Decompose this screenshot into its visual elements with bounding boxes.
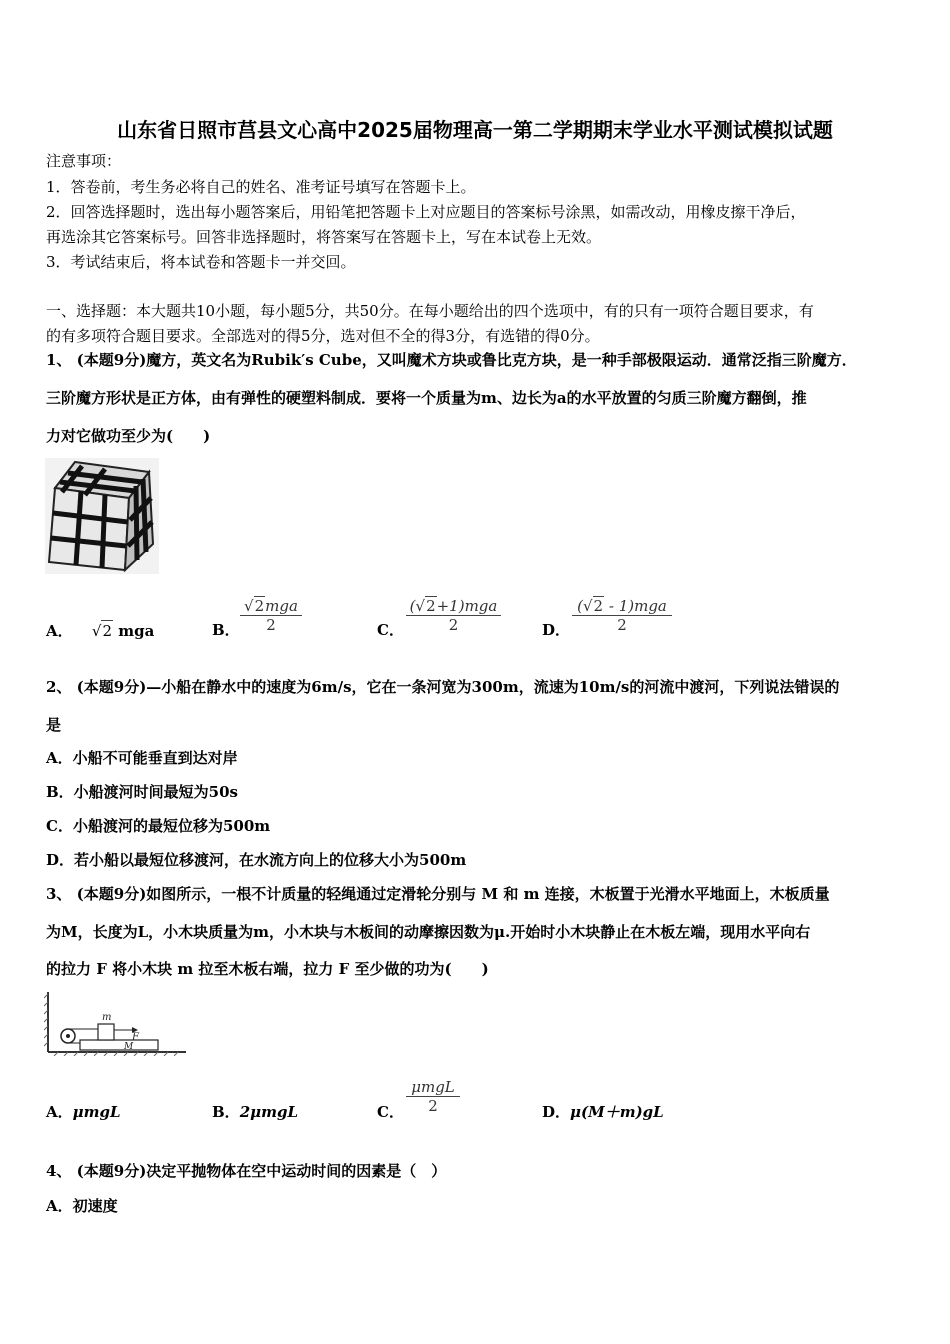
q2-option-d[interactable]: D．若小船以最短位移渡河，在水流方向上的位移大小为500m (46, 851, 467, 869)
q1-stem: 力对它做功至少为( ) (46, 427, 211, 445)
q2-option-b[interactable]: B．小船渡河时间最短为50s (46, 783, 238, 801)
q3-option-b[interactable]: B．2μmgL (212, 1103, 299, 1121)
q1-stem: 三阶魔方形状是正方体，由有弹性的硬塑料制成．要将一个质量为m、边长为a的水平放置的匀质三阶魔方翻倒，推 (46, 389, 807, 407)
q2-option-c[interactable]: C．小船渡河的最短位移为500m (46, 817, 271, 835)
q3-option-d[interactable]: D．μ(M＋m)gL (542, 1103, 664, 1121)
q1-option-c-fraction: (√2+1)mga 2 (406, 596, 501, 634)
q2-stem: 是 (46, 716, 62, 734)
pulley-board-figure (44, 990, 188, 1056)
section-instruction: 的有多项符合题目要求。全部选对的得5分，选对但不全的得3分，有选错的得0分。 (46, 327, 600, 345)
q1-option-c-label[interactable]: C． (377, 621, 404, 639)
page-title: 山东省日照市莒县文心高中2025届物理高一第二学期期末学业水平测试模拟试题 (117, 118, 833, 142)
q3-stem: 的拉力 F 将小木块 m 拉至木板右端，拉力 F 至少做的功为( ) (46, 960, 489, 978)
q4-option-a[interactable]: A．初速度 (46, 1197, 118, 1215)
figure-label-M: M (124, 1042, 134, 1052)
q3-stem: 3、 (本题9分)如图所示，一根不计质量的轻绳通过定滑轮分别与 M 和 m 连接，木板置于光滑水平地面上，木板质量 (46, 885, 830, 903)
q4-stem: 4、 (本题9分)决定平抛物体在空中运动时间的因素是（ ） (46, 1162, 447, 1180)
q3-option-c-fraction: μmgL 2 (406, 1078, 460, 1115)
figure-label-m: m (102, 1012, 112, 1023)
q2-stem: 2、 (本题9分)—小船在静水中的速度为6m/s，它在一条河宽为300m，流速为10m/s的河流中渡河，下列说法错误的 (46, 678, 840, 696)
notice-item: 再选涂其它答案标号。回答非选择题时，将答案写在答题卡上，写在本试卷上无效。 (46, 228, 602, 246)
rubiks-cube-figure (45, 458, 159, 574)
q1-option-d-label[interactable]: D． (542, 621, 571, 639)
q1-option-a[interactable]: A． √2 mga (46, 622, 155, 640)
q1-option-b-label[interactable]: B． (212, 621, 240, 639)
q3-stem: 为M，长度为L，小木块质量为m，小木块与木板间的动摩擦因数为μ.开始时小木块静止在木板左端，现用水平向右 (46, 923, 811, 941)
figure-label-F: F (132, 1032, 139, 1043)
section-instruction: 一、选择题：本大题共10小题，每小题5分，共50分。在每小题给出的四个选项中，有的只有一项符合题目要求，有 (46, 302, 814, 320)
q1-option-d-fraction: (√2 - 1)mga 2 (572, 596, 672, 634)
q1-stem: 1、 (本题9分)魔方，英文名为Rubik′s Cube，又叫魔术方块或鲁比克方块，是一种手部极限运动．通常泛指三阶魔方． (46, 351, 857, 369)
q3-option-c-label[interactable]: C． (377, 1103, 404, 1121)
q3-option-a[interactable]: A．μmgL (46, 1103, 121, 1121)
sqrt-symbol: √2 (91, 622, 112, 640)
notice-item: 3．考试结束后，将本试卷和答题卡一并交回。 (46, 253, 356, 271)
notice-heading: 注意事项： (46, 152, 122, 170)
q2-option-a[interactable]: A．小船不可能垂直到达对岸 (46, 749, 238, 767)
notice-item: 2．回答选择题时，选出每小题答案后，用铅笔把答题卡上对应题目的答案标号涂黑，如需改动，用橡皮擦干净后， (46, 203, 806, 221)
q1-option-b-fraction: √2mga 2 (240, 596, 302, 634)
notice-item: 1．答卷前，考生务必将自己的姓名、准考证号填写在答题卡上。 (46, 178, 476, 196)
